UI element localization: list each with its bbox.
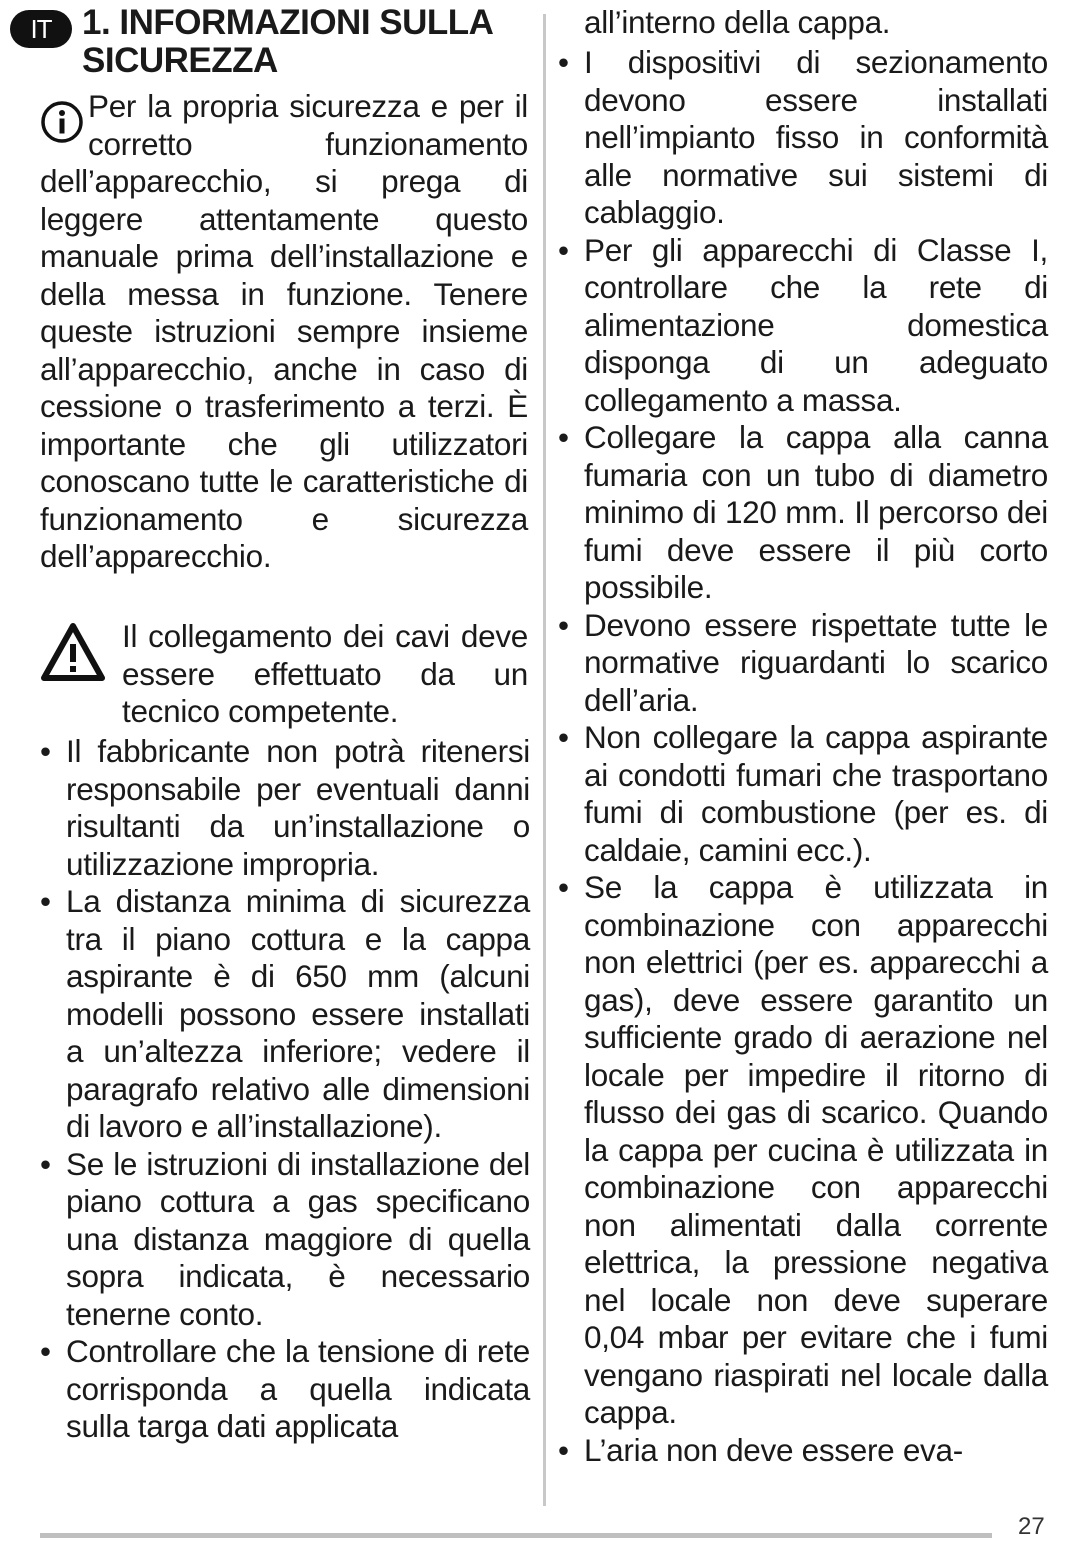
bullet-marker: • xyxy=(558,231,569,268)
info-icon xyxy=(40,100,84,144)
continuation-text: all’interno della cappa. xyxy=(584,4,891,40)
bullet-marker: • xyxy=(40,883,51,919)
intro-block xyxy=(40,88,528,576)
language-badge: IT xyxy=(10,10,72,48)
list-item: • Controllare che la tensione di rete corrisponda a quella indicata sulla targa dati applicata xyxy=(40,1333,530,1444)
bullet-marker: • xyxy=(558,719,569,755)
list-item: • Devono essere rispettate tutte le normative riguardanti lo scarico dell’aria. xyxy=(558,606,1048,718)
section-title: 1. INFORMAZIONI SULLA SICUREZZA xyxy=(82,3,493,80)
list-item: • Per gli apparecchi di Classe I, controllare che la rete di alimentazione domestica disponga di un adeguato collegamento a massa. xyxy=(558,231,1048,418)
list-item: • L’aria non deve essere eva- xyxy=(558,1431,963,1468)
bullet-marker: • xyxy=(558,1431,569,1468)
footer-rule xyxy=(40,1533,992,1538)
list-item: • I dispositivi di sezionamento devono essere installati nell’impianto fisso in conformità alle normative sui sistemi di cablaggio. xyxy=(558,44,1048,230)
list-item: • Non collegare la cappa aspirante ai condotti fumari che trasportano fumi di combustione (per es. di caldaie, camini ecc.). xyxy=(558,719,1048,868)
bullet-marker: • xyxy=(40,733,51,769)
list-item: • Se la cappa è utilizzata in combinazione con apparecchi non elettrici (per es. apparecchi a gas), deve essere garantito un sufficiente grado di aerazione nel locale per impedire il ritorno di flusso dei gas di scarico. Quando la cappa per cucina è utilizzata in combinazione con apparecchi non alimentati dalla corrente elettrica, la pressione negativa nel locale non deve superare 0,04 mbar per evitare che i fumi vengano riaspirati nel locale dalla cappa. xyxy=(558,869,1048,1430)
list-item: • Il fabbricante non potrà ritenersi responsabile per eventuali danni risultanti da un’installazione o utilizzazione impropria. xyxy=(40,733,530,882)
warning-block xyxy=(40,618,528,731)
bullet-marker: • xyxy=(558,419,569,455)
bullet-marker: • xyxy=(40,1145,51,1182)
list-item: • Se le istruzioni di installazione del piano cottura a gas specificano una distanza maggiore di quella sopra indicata, è necessario tenerne conto. xyxy=(40,1145,530,1332)
bullet-marker: • xyxy=(558,869,569,905)
bullet-marker: • xyxy=(558,606,569,643)
column-divider xyxy=(543,14,546,1506)
warning-paragraph: Il collegamento dei cavi deve essere effettuato da un tecnico competente. xyxy=(122,618,528,729)
list-item: • Collegare la cappa alla canna fumaria con un tubo di diametro minimo di 120 mm. Il percorso dei fumi deve essere il più corto possibile. xyxy=(558,419,1048,605)
right-bullet-list xyxy=(558,44,1048,1469)
page-number: 27 xyxy=(1018,1513,1045,1540)
left-bullet-list xyxy=(40,733,530,1446)
bullet-marker: • xyxy=(40,1333,51,1369)
bullet-marker: • xyxy=(558,44,569,80)
intro-paragraph: Per la propria sicurezza e per il corretto funzionamento dell’apparecchio, si prega di leggere attentamente questo manuale prima dell’installazione e della messa in funzione. Tenere queste istruzioni sempre insieme all’apparecchio, anche in caso di cessione o trasferimento a terzi. È importante che gli utilizzatori conoscano tutte le caratteristiche di funzionamento e sicurezza dell’apparecchio. xyxy=(40,88,528,574)
warning-triangle-icon xyxy=(40,622,106,682)
list-item: • La distanza minima di sicurezza tra il piano cottura e la cappa aspirante è di 650 mm (alcuni modelli possono essere installati a un’altezza inferiore; vedere il paragrafo relativo alle dimensioni di lavoro e all’installazione). xyxy=(40,883,530,1144)
